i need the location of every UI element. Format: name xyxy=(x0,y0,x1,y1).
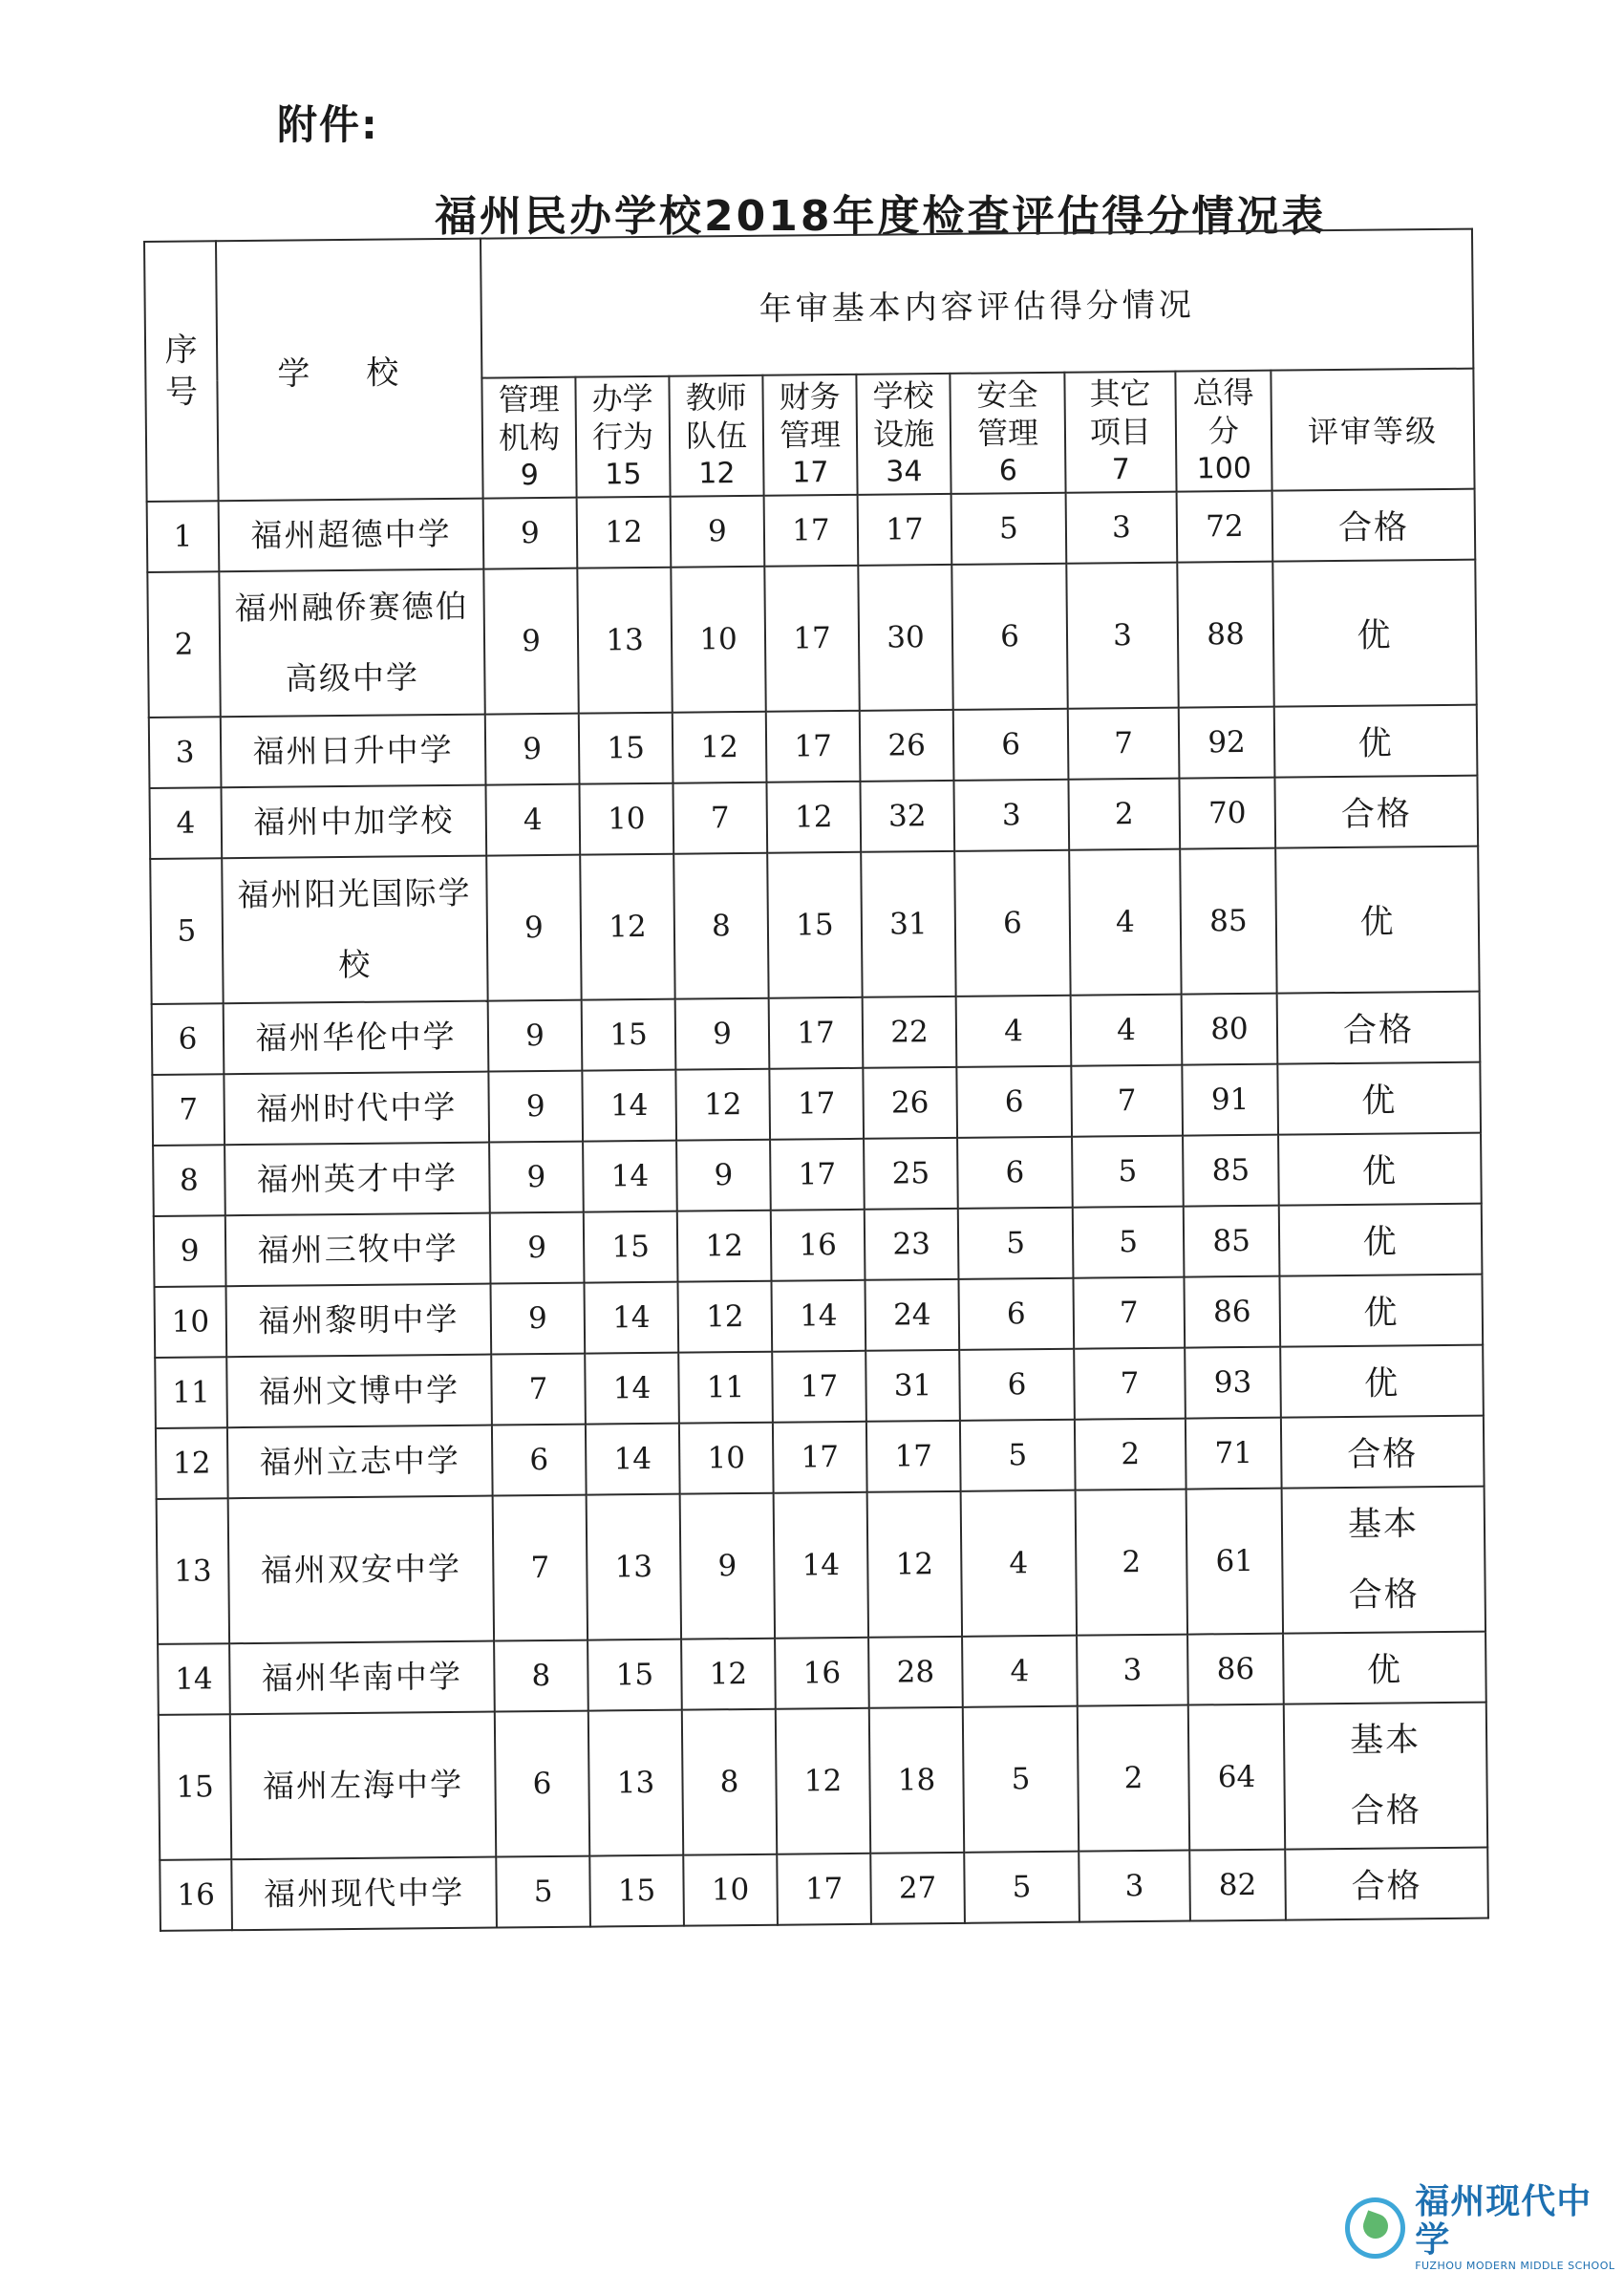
score-cell: 7 xyxy=(673,782,767,854)
total-score-cell: 85 xyxy=(1184,1206,1280,1277)
grade-cell: 优 xyxy=(1283,1632,1486,1704)
seq-cell: 12 xyxy=(156,1427,228,1499)
total-score-cell: 86 xyxy=(1187,1634,1284,1705)
score-cell: 32 xyxy=(860,781,954,852)
score-cell: 22 xyxy=(863,997,957,1068)
school-name-cell: 福州超德中学 xyxy=(219,499,484,572)
score-cell: 9 xyxy=(485,714,580,785)
table-row xyxy=(153,1133,1482,1216)
score-cell: 17 xyxy=(858,494,952,566)
grade-cell: 优 xyxy=(1274,705,1478,778)
school-name-cell: 福州中加学校 xyxy=(221,785,486,859)
school-name-cell: 福州左海中学 xyxy=(230,1712,496,1860)
score-cell: 28 xyxy=(868,1637,963,1708)
score-cell: 5 xyxy=(1073,1207,1185,1278)
seq-cell: 6 xyxy=(152,1003,224,1075)
school-name-cell: 福州现代中学 xyxy=(231,1857,497,1931)
score-cell: 3 xyxy=(1066,563,1178,709)
score-cell: 12 xyxy=(867,1491,962,1638)
score-cell: 15 xyxy=(588,1640,682,1711)
total-score-cell: 70 xyxy=(1179,778,1275,849)
score-cell: 9 xyxy=(488,1071,583,1143)
total-score-cell: 91 xyxy=(1182,1064,1278,1136)
score-cell: 16 xyxy=(771,1210,865,1281)
column-header: 财务管理 17 xyxy=(762,375,857,496)
school-name-cell: 福州华伦中学 xyxy=(224,1001,489,1075)
score-cell: 4 xyxy=(485,784,580,856)
table-row xyxy=(152,992,1481,1075)
grade-cell: 基本合格 xyxy=(1282,1487,1486,1634)
score-cell: 14 xyxy=(771,1280,865,1352)
school-header: 学 校 xyxy=(216,239,483,502)
evaluation-score-table xyxy=(143,228,1489,1932)
score-cell: 12 xyxy=(677,1211,772,1282)
score-cell: 8 xyxy=(673,853,768,999)
column-header: 教师队伍 12 xyxy=(669,375,763,497)
score-cell: 14 xyxy=(774,1492,868,1639)
grade-cell: 优 xyxy=(1277,1062,1481,1135)
score-cell: 17 xyxy=(770,1139,865,1211)
score-cell: 8 xyxy=(494,1640,588,1712)
total-score-cell: 85 xyxy=(1180,848,1276,995)
score-cell: 30 xyxy=(858,565,952,711)
school-watermark xyxy=(1345,2183,1624,2272)
total-score-cell: 71 xyxy=(1186,1418,1282,1490)
seq-cell: 8 xyxy=(153,1145,225,1216)
score-cell: 5 xyxy=(1072,1136,1184,1208)
school-name-cell: 福州双安中学 xyxy=(228,1496,494,1644)
score-cell: 12 xyxy=(675,1069,770,1141)
score-cell: 17 xyxy=(764,566,859,712)
score-cell: 15 xyxy=(584,1211,678,1283)
column-header: 学校设施 34 xyxy=(856,374,951,495)
table-row xyxy=(152,1062,1481,1146)
score-cell: 12 xyxy=(677,1281,772,1353)
score-cell: 17 xyxy=(772,1351,866,1423)
score-cell: 14 xyxy=(582,1070,676,1142)
grade-cell: 合格 xyxy=(1285,1848,1488,1920)
grade-cell: 优 xyxy=(1272,560,1477,707)
school-name-cell: 福州立志中学 xyxy=(227,1425,493,1499)
score-cell: 9 xyxy=(490,1212,585,1284)
score-cell: 12 xyxy=(776,1708,870,1854)
score-cell: 3 xyxy=(953,780,1069,851)
seq-header: 序号 xyxy=(144,241,219,502)
score-cell: 9 xyxy=(483,498,578,569)
seq-cell: 10 xyxy=(155,1286,227,1358)
score-cell: 7 xyxy=(1068,708,1180,780)
score-cell: 12 xyxy=(577,497,672,568)
seq-cell: 3 xyxy=(149,717,222,788)
score-cell: 4 xyxy=(961,1490,1077,1637)
table-row xyxy=(158,1632,1486,1715)
score-cell: 7 xyxy=(493,1495,588,1641)
score-cell: 7 xyxy=(1073,1277,1185,1349)
score-cell: 14 xyxy=(583,1141,677,1212)
school-name-cell: 福州华南中学 xyxy=(229,1641,495,1715)
seq-cell: 9 xyxy=(154,1215,226,1287)
score-cell: 6 xyxy=(957,1137,1073,1209)
table-row xyxy=(155,1345,1484,1428)
score-cell: 10 xyxy=(579,783,673,855)
score-cell: 16 xyxy=(775,1638,869,1709)
score-cell: 2 xyxy=(1078,1705,1189,1852)
grade-cell: 优 xyxy=(1280,1345,1484,1418)
score-cell: 24 xyxy=(865,1279,959,1351)
score-cell: 31 xyxy=(861,851,955,997)
score-cell: 2 xyxy=(1075,1419,1186,1490)
score-cell: 6 xyxy=(956,1066,1072,1138)
score-cell: 17 xyxy=(769,1068,864,1140)
school-name-cell: 福州黎明中学 xyxy=(226,1284,492,1358)
grade-cell: 优 xyxy=(1278,1133,1482,1206)
score-cell: 9 xyxy=(483,568,578,715)
total-score-cell: 82 xyxy=(1189,1850,1286,1921)
watermark-name-en: FUZHOU MODERN MIDDLE SCHOOL xyxy=(1415,2260,1615,2272)
total-score-cell: 64 xyxy=(1188,1704,1285,1851)
score-cell: 12 xyxy=(673,712,767,783)
table-row xyxy=(155,1275,1484,1358)
score-cell: 11 xyxy=(678,1352,773,1424)
table-row xyxy=(150,776,1479,859)
score-cell: 17 xyxy=(773,1422,867,1493)
score-cell: 17 xyxy=(866,1421,961,1492)
score-cell: 9 xyxy=(488,1000,583,1072)
school-name-cell: 福州文博中学 xyxy=(226,1355,492,1428)
score-cell: 10 xyxy=(679,1423,774,1494)
score-cell: 31 xyxy=(865,1350,960,1422)
document-title: 福州民办学校2018年度检查评估得分情况表 xyxy=(435,192,1327,241)
seq-cell: 14 xyxy=(158,1643,230,1715)
total-score-cell: 88 xyxy=(1177,562,1273,708)
watermark-name-cn: 福州现代中学 xyxy=(1415,2182,1592,2260)
column-header: 管理机构 9 xyxy=(481,377,576,499)
school-name-cell: 福州时代中学 xyxy=(224,1072,489,1146)
score-cell: 9 xyxy=(675,998,770,1070)
score-cell: 25 xyxy=(864,1138,958,1210)
table-row xyxy=(157,1487,1486,1644)
score-cell: 17 xyxy=(764,495,859,567)
total-score-cell: 61 xyxy=(1186,1489,1283,1635)
attachment-label: 附件: xyxy=(277,101,379,148)
group-header: 年审基本内容评估得分情况 xyxy=(481,229,1473,378)
grade-cell: 优 xyxy=(1275,847,1480,994)
seq-cell: 1 xyxy=(147,501,220,572)
column-header: 安全管理 6 xyxy=(950,373,1065,494)
score-cell: 3 xyxy=(1066,492,1178,564)
score-cell: 6 xyxy=(953,709,1069,781)
total-score-cell: 93 xyxy=(1185,1347,1281,1419)
grade-cell: 合格 xyxy=(1277,992,1481,1064)
seq-cell: 15 xyxy=(159,1714,231,1860)
score-cell: 2 xyxy=(1076,1490,1187,1636)
total-score-cell: 72 xyxy=(1177,491,1273,563)
score-cell: 14 xyxy=(586,1424,680,1495)
score-cell: 15 xyxy=(767,852,862,998)
grade-cell: 合格 xyxy=(1274,776,1478,848)
score-cell: 13 xyxy=(587,1494,681,1640)
score-cell: 15 xyxy=(579,713,673,784)
score-cell: 7 xyxy=(491,1354,586,1425)
table-row xyxy=(149,705,1478,788)
score-cell: 27 xyxy=(870,1853,965,1924)
score-cell: 17 xyxy=(766,711,861,782)
score-cell: 3 xyxy=(1077,1635,1188,1706)
score-cell: 14 xyxy=(585,1353,679,1425)
grade-cell: 基本合格 xyxy=(1284,1703,1488,1850)
score-cell: 26 xyxy=(860,710,954,782)
score-cell: 17 xyxy=(777,1854,871,1925)
score-cell: 23 xyxy=(865,1209,959,1280)
school-name-cell: 福州阳光国际学校 xyxy=(222,856,487,1004)
score-cell: 6 xyxy=(959,1349,1075,1421)
score-cell: 9 xyxy=(671,496,765,568)
seq-cell: 7 xyxy=(152,1074,224,1146)
seq-cell: 2 xyxy=(147,571,220,718)
grade-cell: 合格 xyxy=(1281,1416,1485,1489)
score-cell: 3 xyxy=(1079,1851,1190,1922)
score-cell: 6 xyxy=(951,564,1067,710)
school-name-cell: 福州日升中学 xyxy=(221,715,486,788)
grade-header: 评审等级 xyxy=(1271,369,1474,491)
score-cell: 13 xyxy=(588,1710,683,1856)
grade-cell: 合格 xyxy=(1272,489,1476,562)
grade-cell: 优 xyxy=(1279,1204,1483,1276)
score-cell: 26 xyxy=(863,1067,957,1139)
column-header: 办学行为 15 xyxy=(575,376,670,498)
score-cell: 15 xyxy=(589,1855,684,1927)
score-cell: 13 xyxy=(577,568,672,714)
score-cell: 4 xyxy=(962,1636,1078,1707)
score-cell: 17 xyxy=(769,997,864,1069)
seq-cell: 13 xyxy=(157,1498,229,1644)
score-cell: 15 xyxy=(582,999,676,1071)
score-cell: 5 xyxy=(960,1420,1076,1491)
table-row xyxy=(156,1416,1485,1499)
grade-cell: 优 xyxy=(1279,1275,1483,1347)
score-cell: 7 xyxy=(1074,1348,1186,1420)
score-cell: 10 xyxy=(683,1854,778,1926)
score-cell: 4 xyxy=(956,996,1072,1067)
total-score-cell: 92 xyxy=(1179,707,1275,779)
score-cell: 8 xyxy=(682,1709,777,1855)
score-cell: 12 xyxy=(580,854,674,1000)
score-cell: 6 xyxy=(954,850,1070,997)
score-cell: 2 xyxy=(1068,779,1180,850)
score-cell: 6 xyxy=(958,1278,1074,1350)
score-cell: 14 xyxy=(584,1282,678,1354)
score-cell: 4 xyxy=(1069,849,1181,996)
score-cell: 18 xyxy=(869,1707,964,1854)
score-cell: 5 xyxy=(963,1706,1079,1853)
score-cell: 9 xyxy=(490,1283,585,1355)
table-row xyxy=(150,847,1480,1004)
score-cell: 6 xyxy=(495,1711,589,1857)
school-name-cell: 福州融侨赛德伯高级中学 xyxy=(219,569,484,718)
total-score-cell: 86 xyxy=(1184,1276,1280,1348)
table-row xyxy=(147,489,1476,572)
school-name-cell: 福州三牧中学 xyxy=(225,1213,491,1287)
score-cell: 12 xyxy=(766,782,861,853)
score-cell: 9 xyxy=(680,1493,775,1640)
score-cell: 5 xyxy=(951,493,1067,565)
score-cell: 5 xyxy=(964,1852,1079,1923)
score-cell: 7 xyxy=(1071,1065,1183,1137)
score-cell: 4 xyxy=(1071,995,1183,1066)
score-cell: 5 xyxy=(958,1208,1074,1279)
school-name-cell: 福州英才中学 xyxy=(224,1143,490,1216)
score-cell: 9 xyxy=(489,1142,584,1213)
school-emblem-icon xyxy=(1345,2197,1405,2259)
seq-cell: 11 xyxy=(155,1357,227,1428)
column-header: 总得分 100 xyxy=(1175,371,1271,492)
score-cell: 9 xyxy=(676,1140,771,1211)
table-row xyxy=(159,1703,1488,1860)
column-header: 其它项目 7 xyxy=(1064,372,1176,493)
table-header xyxy=(144,229,1475,502)
table-row xyxy=(160,1848,1488,1931)
seq-cell: 16 xyxy=(160,1859,232,1931)
table-row xyxy=(147,560,1477,718)
score-cell: 12 xyxy=(681,1639,776,1710)
total-score-cell: 80 xyxy=(1182,994,1278,1065)
score-cell: 6 xyxy=(492,1425,587,1496)
total-score-cell: 85 xyxy=(1183,1135,1279,1207)
score-cell: 9 xyxy=(486,855,581,1001)
score-cell: 10 xyxy=(671,567,765,713)
table-row xyxy=(154,1204,1483,1287)
table-body xyxy=(147,489,1488,1931)
seq-cell: 4 xyxy=(150,787,223,859)
score-cell: 5 xyxy=(496,1856,590,1928)
seq-cell: 5 xyxy=(150,858,223,1004)
